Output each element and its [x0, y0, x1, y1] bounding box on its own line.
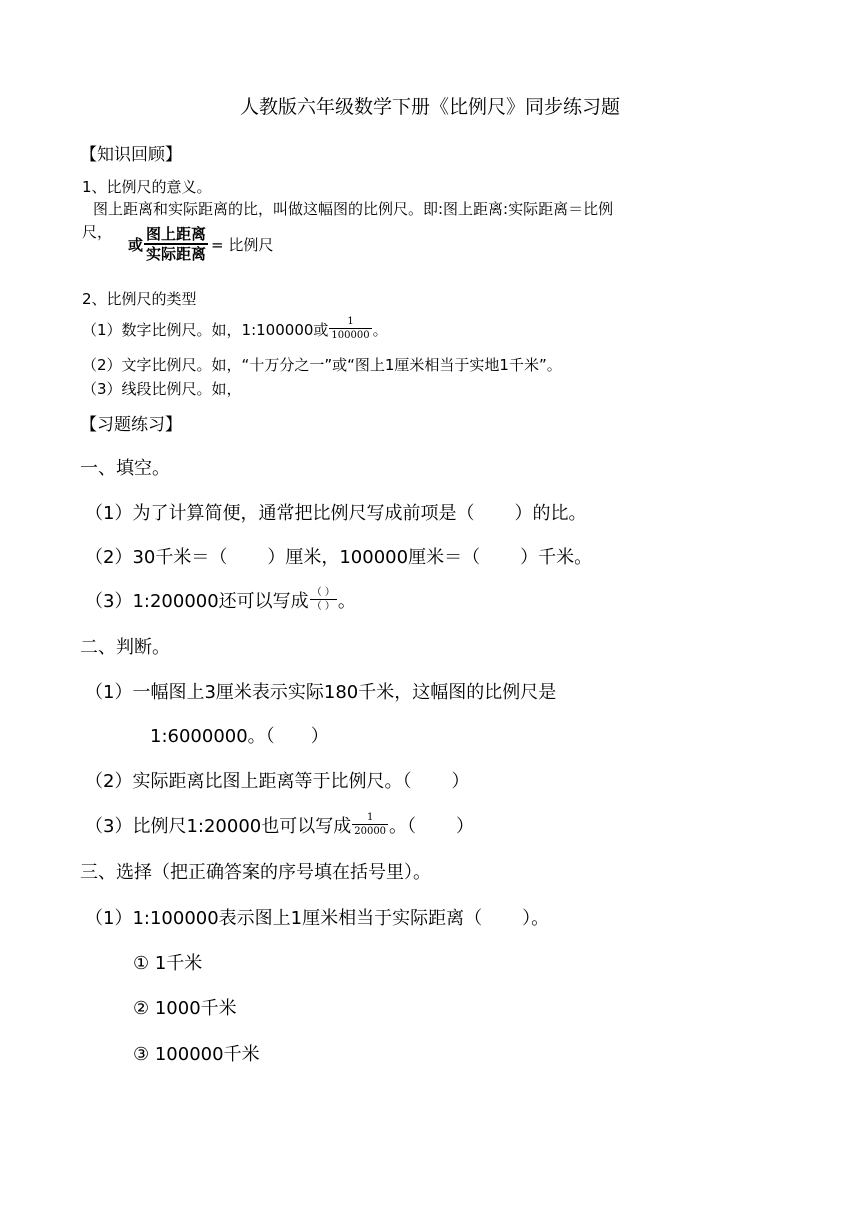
- choice-section-title: 三、选择（把正确答案的序号填在括号里）。: [80, 862, 431, 883]
- judge-q1-line2-prefix: 1:6000000。（: [150, 726, 275, 747]
- fill-q2-part-b: ）厘米，100000厘米＝（: [267, 547, 481, 568]
- judge-q3-fraction: [352, 813, 388, 837]
- fill-q3-suffix: 。: [337, 591, 356, 612]
- numeric-scale-denominator: 100000: [331, 330, 370, 341]
- judge-q1-line2-suffix: ）: [310, 726, 329, 747]
- fill-q3-fraction[interactable]: [310, 588, 337, 612]
- formula-or-text: 或: [128, 235, 144, 254]
- numeric-scale-suffix: 。: [372, 320, 388, 339]
- judge-q3-prefix: （3）比例尺1:20000也可以写成: [85, 816, 352, 837]
- choice-question-1: [85, 904, 549, 930]
- numeric-scale-fraction: [329, 317, 371, 341]
- numeric-scale-numerator: 1: [347, 316, 354, 327]
- fill-q3-prefix: （3）1:200000还可以写成: [85, 591, 309, 612]
- judge-q3-denominator: 20000: [354, 826, 387, 837]
- formula-denominator: 实际距离: [146, 244, 207, 263]
- judge-q1-line2: [150, 722, 329, 748]
- practice-heading: 【习题练习】: [80, 415, 182, 435]
- choice-option-1[interactable]: ① 1千米: [133, 953, 203, 974]
- numeric-scale-line: [82, 312, 388, 346]
- fill-question-1: [85, 499, 586, 525]
- fill-section-title: 一、填空。: [80, 458, 170, 479]
- scale-definition-formula: [128, 223, 273, 265]
- choice-option-3[interactable]: ③ 100000千米: [133, 1044, 260, 1065]
- fill-q2-part-c: ）千米。: [520, 547, 593, 568]
- choice-option-2[interactable]: ② 1000千米: [133, 998, 237, 1019]
- review-item1-line2: 尺，: [82, 223, 113, 241]
- formula-fraction: [144, 224, 208, 263]
- fill-q1-prefix: （1）为了计算简便，通常把比例尺写成前项是（: [85, 503, 475, 524]
- judge-question-2: [85, 767, 469, 793]
- fill-q1-suffix: ）的比。: [514, 503, 587, 524]
- judge-q1-line1: （1）一幅图上3厘米表示实际180千米，这幅图的比例尺是: [85, 682, 557, 703]
- fill-q2-part-a: （2）30千米＝（: [85, 547, 228, 568]
- choice-q1-suffix: ）。: [522, 908, 550, 929]
- review-item2-title: 2、比例尺的类型: [82, 290, 197, 308]
- text-scale-line: （2）文字比例尺。如，“十万分之一”或“图上1厘米相当于实地1千米”。: [82, 356, 562, 374]
- fill-question-2: [85, 543, 592, 569]
- choice-q1-prefix: （1）1:100000表示图上1厘米相当于实际距离（: [85, 908, 483, 929]
- line-scale-line: （3）线段比例尺。如，: [82, 380, 242, 398]
- judge-q2-suffix: ）: [451, 771, 470, 792]
- fill-question-3: [85, 580, 356, 620]
- numeric-scale-prefix: （1）数字比例尺。如，1:100000或: [82, 320, 329, 339]
- page-title: 人教版六年级数学下册《比例尺》同步练习题: [239, 96, 620, 118]
- judge-q3-suffix: ）: [456, 816, 475, 837]
- judge-q3-numerator: 1: [366, 812, 374, 823]
- formula-numerator: 图上距离: [146, 224, 207, 243]
- review-heading: 【知识回顾】: [80, 145, 182, 165]
- formula-equals-text: = 比例尺: [211, 235, 274, 254]
- judge-q2-prefix: （2）实际距离比图上距离等于比例尺。（: [85, 771, 412, 792]
- fill-q3-numerator-blank[interactable]: （ ）: [311, 587, 335, 598]
- review-item1-title: 1、比例尺的意义。: [82, 178, 212, 196]
- fill-q3-denominator-blank[interactable]: （ ）: [311, 601, 335, 612]
- judge-question-3: [85, 805, 474, 845]
- judge-q3-mid: 。（: [389, 816, 417, 837]
- judge-section-title: 二、判断。: [80, 637, 170, 658]
- review-item1-line1: 图上距离和实际距离的比，叫做这幅图的比例尺。即:图上距离:实际距离＝比例: [93, 200, 614, 218]
